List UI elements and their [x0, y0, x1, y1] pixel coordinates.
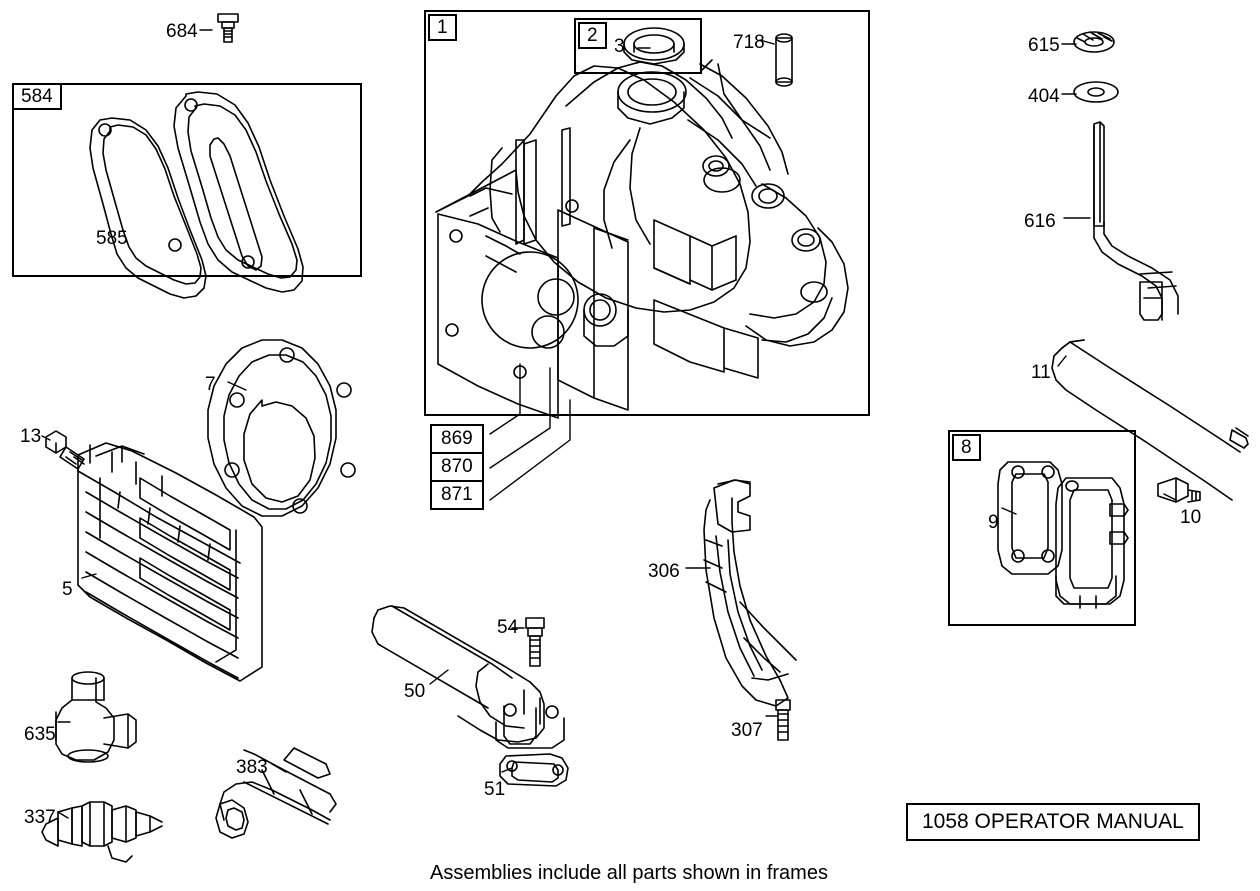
callout-13: 13 — [20, 426, 42, 447]
callout-616: 616 — [1024, 211, 1056, 232]
callout-7: 7 — [205, 374, 216, 395]
callout-stack-869-870-871 — [430, 424, 484, 510]
part-306-heat-shield — [704, 480, 796, 706]
part-337-spark-plug — [42, 802, 162, 862]
part-404-washer — [1074, 82, 1118, 102]
callout-frame-8: 8 — [952, 434, 981, 461]
callout-684: 684 — [166, 21, 198, 42]
part-54-bolt — [526, 618, 544, 666]
callout-869: 869 — [432, 426, 482, 454]
callout-585: 585 — [96, 228, 128, 249]
part-51-intake-gasket — [500, 754, 568, 786]
callout-frame-584: 584 — [12, 83, 62, 110]
part-616-dipstick — [1094, 122, 1178, 320]
part-635-elbow — [56, 672, 136, 762]
part-5-cylinder-head — [78, 443, 262, 681]
callout-5: 5 — [62, 579, 73, 600]
callout-50: 50 — [404, 681, 426, 702]
callout-9: 9 — [988, 512, 999, 533]
part-50-intake-tube — [372, 606, 564, 748]
footer-note: Assemblies include all parts shown in frames — [430, 862, 828, 884]
part-13-bolt — [46, 431, 84, 469]
callout-615: 615 — [1028, 35, 1060, 56]
callout-383: 383 — [236, 757, 268, 778]
part-615-washer — [1074, 32, 1114, 52]
callout-871: 871 — [441, 483, 473, 505]
callout-10: 10 — [1180, 507, 1202, 528]
frame-584 — [12, 83, 362, 277]
operator-manual-box: 1058 OPERATOR MANUAL — [906, 803, 1200, 841]
callout-404: 404 — [1028, 86, 1060, 107]
part-7-head-gasket — [208, 340, 355, 516]
callout-frame-2: 2 — [578, 22, 607, 49]
callout-718: 718 — [733, 32, 765, 53]
callout-51: 51 — [484, 779, 506, 800]
callout-870: 870 — [432, 454, 482, 482]
callout-54: 54 — [497, 617, 519, 638]
part-10-drain-plug — [1158, 478, 1200, 502]
callout-3: 3 — [614, 36, 625, 57]
part-684-screw — [218, 14, 238, 42]
callout-337: 337 — [24, 807, 56, 828]
callout-frame-1: 1 — [428, 14, 457, 41]
part-383-wrench — [216, 748, 336, 838]
callout-11: 11 — [1031, 362, 1051, 383]
part-307-bolt — [776, 700, 790, 740]
callout-635: 635 — [24, 724, 56, 745]
callout-306: 306 — [648, 561, 680, 582]
callout-307: 307 — [731, 720, 763, 741]
